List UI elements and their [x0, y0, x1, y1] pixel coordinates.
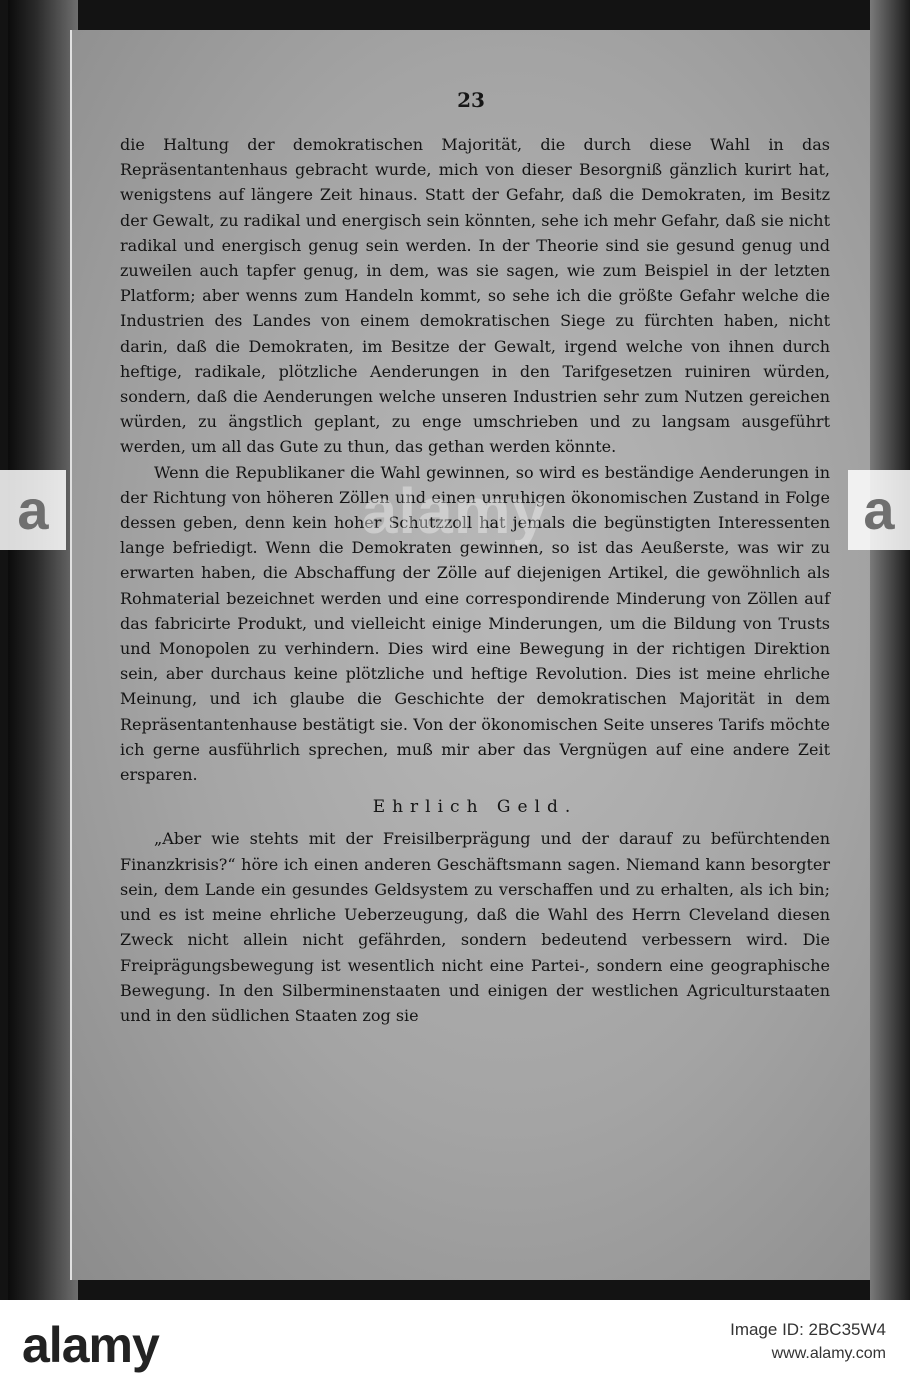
stock-footer	[0, 1300, 910, 1390]
page-body	[120, 132, 830, 1028]
page-number: 23	[457, 88, 485, 112]
paragraph-2: Wenn die Republikaner die Wahl gewinnen, so wird es beständige Aenderungen in der Richtung von höheren Zöllen und einen unruhigen ökonomischen Zustand in Folge dessen geben, denn kein hoher Schutzzoll hat jemals die begünstigten Interessenten lange befriedigt. Wenn die Demokraten gewinnen, so ist das Aeußerste, was wir zu erwarten haben, die Abschaffung der Zölle auf diejenigen Artikel, die gewöhnlich als Rohmaterial bezeichnet werden und eine correspondirende Minderung von Zöllen auf das fabricirte Produkt, und vielleicht einige Minderungen, um die Bildung von Trusts und Monopolen zu verhindern. Dies wird eine Bewegung in der richtigen Direktion sein, aber durchaus keine plötzliche und heftige Revolution. Dies ist meine ehrliche Meinung, und ich glaube die Geschichte der demokratischen Majorität in dem Repräsentantenhause bestätigt sie. Von der ökonomischen Seite unseres Tarifs möchte ich gerne ausführlich sprechen, muß mir aber das Vergnügen auf eine andere Zeit ersparen.	[120, 462, 830, 785]
footer-info	[730, 1318, 886, 1366]
book-page	[70, 30, 870, 1280]
image-id: Image ID: 2BC35W4	[730, 1320, 886, 1339]
watermark-left-text: a	[17, 478, 49, 541]
paragraph-3: „Aber wie stehts mit der Freisilberprägung und der darauf zu befürchtenden Finanzkrisis?“ höre ich einen anderen Geschäftsmann sagen. Niemand kann besorgter sein, dem Lande ein gesundes Geldsystem zu verschaffen und zu erhalten, als ich bin; und es ist meine ehrliche Ueberzeugung, daß die Wahl des Herrn Cleveland diesen Zweck nicht allein nicht gefährden, sondern bedeutend verbessern wird. Die Freiprägungsbewegung ist wesentlich nicht eine Partei-, sondern eine geographische Bewegung. In den Silberminenstaaten und einigen der westlichen Agriculturstaaten und in den südlichen Staaten zog sie	[120, 829, 830, 1025]
watermark-right-text: a	[863, 478, 895, 541]
section-heading: Ehrlich Geld.	[372, 797, 578, 818]
watermark-center: alamy	[361, 475, 549, 547]
scan-left-edge	[8, 0, 78, 1300]
scan-right-edge	[870, 0, 910, 1300]
paragraph-1: die Haltung der demokratischen Majorität, die durch diese Wahl in das Repräsentantenhaus gebracht wurde, mich von dieser Besorgniß gänzlich kurirt hat, wenigstens auf längere Zeit hinaus. Statt der Gefahr, daß die Demokraten, im Besitz der Gewalt, zu radikal und energisch sein könnten, sehe ich mehr Gefahr, daß sie nicht radikal und energisch genug sein werden. In der Theorie sind sie gesund genug und zuweilen auch tapfer genug, in dem, was sie sagen, wie zum Beispiel in der letzten Platform; aber wenns zum Handeln kommt, so sehe ich die größte Gefahr welche die Industrien des Landes von einem demokratischen Siege zu fürchten haben, nicht darin, daß die Demokraten, im Besitze der Gewalt, irgend welche von ihnen durch heftige, radikale, plötzliche Aenderungen in den Tarifgesetzen ruiniren würden, sondern, daß die Aenderungen welche unseren Industrien sehr zum Nutzen gereichen würden, zu ängstlich geplant, zu enge umschrieben und zu langsam ausgeführt werden, um all das Gute zu thun, das gethan werden könnte.	[120, 135, 830, 457]
alamy-logo: alamy	[22, 1317, 159, 1373]
footer-site-link[interactable]: www.alamy.com	[771, 1345, 886, 1362]
